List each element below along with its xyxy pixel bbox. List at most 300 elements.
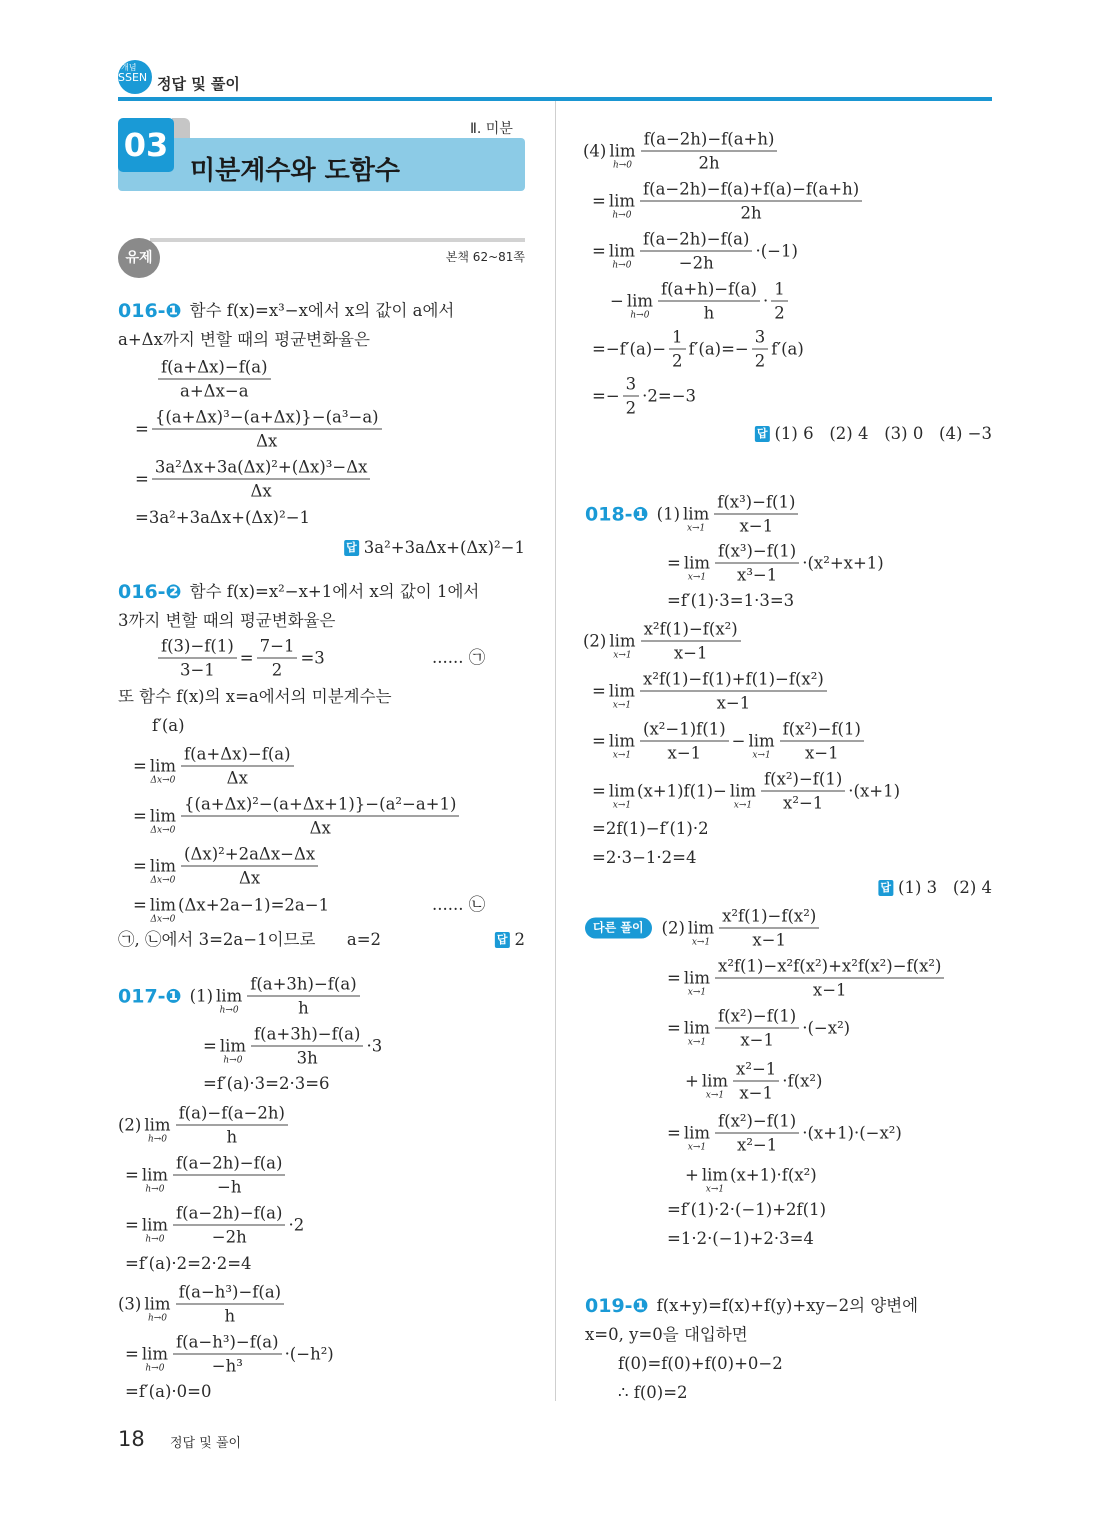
fraction-numerator: 3 (752, 326, 769, 350)
solution-line (583, 618, 744, 665)
fraction (181, 843, 318, 890)
fraction-denominator: a+Δx−a (179, 381, 249, 401)
fraction (158, 356, 271, 403)
problem-number: 016-❶ (118, 300, 182, 322)
fraction-denominator: Δx (309, 818, 331, 838)
math-text: = (125, 1215, 139, 1234)
math-text: 함수 f(x)=x³−x에서 x의 값이 a에서 (189, 301, 455, 320)
solution-line (125, 1202, 304, 1249)
fraction-denominator: h (298, 998, 309, 1018)
fraction-numerator: f(x²)−f(1) (780, 718, 864, 742)
limit-word: lim (144, 1294, 171, 1314)
solution-line (592, 178, 865, 225)
fraction (641, 618, 741, 665)
math-text: = (133, 756, 147, 775)
limit (220, 1027, 246, 1066)
section-rule (150, 238, 525, 242)
solution-line (118, 687, 392, 707)
fraction-numerator: f(a−2h)−f(a) (640, 228, 752, 252)
limit-subscript: x→1 (613, 650, 632, 661)
fraction (640, 228, 752, 275)
fraction-numerator: x²f(1)−f(x²) (641, 618, 741, 642)
limit (144, 1285, 170, 1324)
fraction (761, 768, 845, 815)
limit-word: lim (144, 1115, 171, 1135)
fraction-denominator: 2 (754, 351, 766, 371)
math-text: = (592, 681, 606, 700)
limit (683, 495, 709, 534)
solution-line (592, 668, 830, 715)
math-text: 함수 f(x)=x²−x+1에서 x의 값이 1에서 (189, 582, 480, 601)
limit-subscript: x→1 (612, 700, 632, 711)
math-text: a+Δx까지 변할 때의 평균변화율은 (118, 330, 370, 349)
fraction-denominator: x−1 (739, 516, 774, 536)
limit (609, 232, 635, 271)
solution-line (583, 128, 780, 175)
limit-subscript: h→0 (147, 1313, 168, 1324)
solution-line (618, 1383, 688, 1403)
limit-subscript: h→0 (612, 160, 633, 171)
limit-subscript: h→0 (145, 1184, 165, 1195)
math-text: = (135, 469, 149, 488)
solution-line (667, 1229, 814, 1249)
fraction (733, 1058, 779, 1105)
solution-line (135, 406, 385, 453)
solution-line (667, 540, 884, 587)
solution-line (133, 843, 321, 890)
fraction-numerator: f(x²)−f(1) (761, 768, 845, 792)
math-text: 또 함수 f(x)의 x=a에서의 미분계수는 (118, 687, 392, 706)
limit (609, 182, 635, 221)
limit (702, 1062, 728, 1101)
fraction (715, 540, 799, 587)
answer-badge: 답 (496, 933, 508, 946)
math-text: ...... ㉠ (432, 648, 486, 667)
solution-line (125, 1254, 252, 1274)
fraction (173, 1202, 285, 1249)
fraction-denominator: h (226, 1127, 238, 1147)
math-text: =3a²+3aΔx+(Δx)²−1 (135, 508, 311, 527)
solution-line (118, 1102, 291, 1149)
limit-subscript: x→1 (686, 523, 706, 534)
math-text: =3 (300, 648, 325, 667)
math-text: (1) (189, 986, 214, 1005)
section-badge: 유제 (118, 238, 160, 278)
limit-word: lim (216, 986, 243, 1006)
solution-line (118, 301, 454, 321)
math-text: ·f(x²) (782, 1071, 823, 1090)
alt-solution-badge: 다른 풀이 (585, 918, 652, 939)
answer-badge: 답 (346, 541, 357, 554)
math-text: ·(x+1) (848, 781, 901, 800)
logo-top-text: 개념 (121, 63, 137, 72)
fraction-denominator: x−1 (804, 743, 839, 763)
math-text: ·(−h²) (284, 1344, 334, 1363)
solution-line (585, 1296, 918, 1316)
solution-line (133, 886, 329, 925)
fraction (623, 373, 640, 420)
fraction-denominator: x−1 (739, 1083, 773, 1103)
fraction-numerator: f(a+Δx)−f(a) (181, 743, 294, 767)
fraction-denominator: 2 (625, 398, 637, 418)
fraction (152, 406, 382, 453)
limit (684, 959, 710, 998)
fraction-numerator: {(a+Δx)³−(a+Δx)}−(a³−a) (152, 406, 382, 430)
limit-subscript: x→1 (733, 800, 753, 811)
limit (730, 772, 756, 811)
fraction-numerator: f(a+Δx)−f(a) (158, 356, 271, 380)
fraction-denominator: x−1 (673, 643, 708, 663)
solution-line (592, 819, 709, 839)
fraction-denominator: x−1 (667, 743, 702, 763)
fraction-denominator: 2h (740, 203, 762, 223)
solution-line (118, 611, 336, 631)
math-text: f′(a)=− (688, 339, 749, 358)
math-text: = (667, 1123, 681, 1142)
solution-line (592, 768, 900, 815)
fraction-numerator: f(x³)−f(1) (714, 491, 798, 515)
limit-subscript: Δx→0 (150, 825, 176, 836)
math-text: = (592, 241, 606, 260)
fraction-numerator: x²−1 (733, 1058, 779, 1082)
limit-subscript: x→1 (687, 1037, 707, 1048)
problem-number: 016-❷ (118, 581, 182, 603)
limit-word: lim (608, 781, 636, 801)
fraction-denominator: x−1 (752, 930, 787, 950)
fraction-numerator: f(a−2h)−f(a) (173, 1152, 285, 1176)
chapter-part: Ⅱ. 미분 (470, 121, 513, 137)
fraction-numerator: x²f(1)−x²f(x²)+x²f(x²)−f(x²) (715, 955, 944, 979)
fraction-denominator: h (703, 303, 715, 323)
limit-word: lim (701, 1165, 729, 1185)
math-text: 3a²+3aΔx+(Δx)²−1 (363, 538, 525, 557)
fraction-denominator: 2 (672, 351, 683, 371)
math-text: ...... ㉡ (432, 895, 486, 914)
problem-number: 018-❶ (585, 503, 649, 525)
math-text: f(0)=f(0)+f(0)+0−2 (618, 1354, 783, 1373)
math-text: · (762, 291, 769, 310)
solution-line (118, 973, 363, 1020)
solution-line (585, 1325, 748, 1345)
fraction (173, 1331, 282, 1378)
solution-line (135, 456, 373, 503)
limit-subscript: h→0 (219, 1005, 239, 1016)
limit (142, 1156, 168, 1195)
fraction-denominator: 2h (698, 153, 720, 173)
limit-word: lim (729, 781, 757, 801)
fraction-denominator: −2h (678, 253, 714, 273)
column-divider (555, 101, 556, 1401)
footer-title: 정답 및 풀이 (170, 1436, 242, 1451)
math-text: ·3 (366, 1036, 383, 1055)
solution-line (667, 955, 947, 1002)
fraction (181, 743, 294, 790)
math-text: + (685, 1071, 699, 1090)
limit-word: lim (608, 241, 636, 261)
limit (150, 797, 176, 836)
limit-subscript: h→0 (147, 1134, 168, 1145)
limit-word: lim (219, 1036, 247, 1056)
math-text: ·(−1) (755, 241, 798, 260)
solution-line (118, 930, 381, 950)
limit (748, 722, 774, 761)
solution-line (135, 508, 310, 528)
limit-word: lim (141, 1215, 169, 1235)
limit-word: lim (609, 631, 636, 651)
limit (142, 1206, 168, 1245)
problem-number: 017-❶ (118, 985, 182, 1007)
math-text: = (592, 731, 606, 750)
limit-word: lim (683, 1123, 711, 1143)
solution-line (878, 878, 992, 898)
math-text: (4) (583, 141, 607, 160)
fraction-numerator: f(a−h³)−f(a) (173, 1331, 282, 1355)
limit-word: lim (149, 806, 177, 826)
math-text: =1·2·(−1)+2·3=4 (667, 1229, 814, 1248)
limit (609, 622, 635, 661)
fraction-numerator: f(x²)−f(1) (715, 1005, 799, 1029)
fraction-numerator: 3a²Δx+3a(Δx)²+(Δx)³−Δx (152, 456, 371, 480)
limit-subscript: h→0 (145, 1234, 165, 1245)
fraction (715, 1005, 799, 1052)
fraction-denominator: Δx (226, 768, 248, 788)
fraction-denominator: 3h (296, 1048, 318, 1068)
math-text: =f′(a)·0=0 (125, 1382, 212, 1401)
fraction-numerator: 3 (623, 373, 640, 397)
limit-word: lim (701, 1071, 729, 1091)
solution-line (585, 905, 822, 952)
limit (150, 886, 176, 925)
limit-subscript: x→1 (687, 987, 707, 998)
math-text: (1) 6 (2) 4 (3) 0 (4) −3 (774, 424, 992, 443)
limit-word: lim (149, 856, 177, 876)
solution-line (125, 1152, 288, 1199)
math-text: = (135, 419, 149, 438)
fraction-denominator: −2h (211, 1227, 247, 1247)
limit-word: lim (149, 756, 177, 776)
solution-line (432, 648, 485, 668)
fraction (715, 1110, 799, 1157)
solution-line (155, 356, 274, 403)
limit-subscript: h→0 (612, 260, 632, 271)
solution-line (592, 373, 696, 420)
solution-line (667, 591, 794, 611)
limit-word: lim (683, 504, 710, 524)
limit-word: lim (683, 553, 711, 573)
math-text: = (133, 806, 147, 825)
answer-badge: 답 (756, 427, 768, 440)
solution-line (755, 424, 992, 444)
math-text: = (203, 1036, 217, 1055)
fraction-numerator: 1 (669, 326, 686, 350)
fraction-denominator: 3−1 (179, 660, 215, 680)
ssen-logo (118, 60, 152, 94)
limit-subscript: x→1 (691, 937, 711, 948)
limit (142, 1335, 168, 1374)
fraction (669, 326, 686, 373)
solution-line (592, 326, 804, 373)
fraction (158, 635, 237, 682)
fraction-numerator: f(a+3h)−f(a) (251, 1023, 363, 1047)
logo-bottom-text: SSEN (118, 71, 148, 84)
fraction-numerator: f(a)−f(a−2h) (176, 1102, 288, 1126)
math-text: =f′(a)·3=2·3=6 (203, 1074, 330, 1093)
limit-subscript: x→1 (687, 1142, 707, 1153)
math-text: = (125, 1344, 139, 1363)
solution-line (133, 793, 462, 840)
math-text: = (133, 856, 147, 875)
math-text: (1) (656, 504, 681, 523)
fraction-numerator: (x²−1)f(1) (640, 718, 729, 742)
fraction (771, 278, 788, 325)
solution-line (118, 330, 370, 350)
fraction-denominator: h (224, 1306, 236, 1326)
math-text: (2) (661, 918, 685, 937)
math-text: ·(−x²) (802, 1018, 851, 1037)
solution-line (667, 1110, 902, 1157)
math-text: ·2=−3 (642, 386, 697, 405)
math-text: (2) (583, 631, 607, 650)
fraction-numerator: x²f(1)−f(1)+f(1)−f(x²) (640, 668, 827, 692)
fraction-denominator: 2 (271, 660, 283, 680)
math-text: = (239, 648, 254, 667)
limit-subscript: x→1 (612, 750, 632, 761)
fraction (152, 456, 371, 503)
math-text: ·(x²+x+1) (802, 553, 884, 572)
limit-subscript: x→1 (705, 1090, 725, 1101)
math-text: f(x+y)=f(x)+f(y)+xy−2의 양변에 (656, 1296, 919, 1315)
limit-word: lim (608, 731, 636, 751)
limit-subscript: h→0 (612, 210, 632, 221)
limit (688, 909, 714, 948)
fraction-denominator: x−1 (812, 980, 847, 1000)
solution-line (495, 930, 525, 950)
math-text: (x+1)f(1)− (637, 781, 727, 800)
fraction (780, 718, 864, 765)
fraction (658, 278, 760, 325)
math-text: f′(a) (771, 339, 804, 358)
fraction-denominator: Δx (238, 868, 261, 888)
solution-line (585, 491, 801, 538)
fraction-denominator: x³−1 (737, 565, 778, 585)
math-text: = (133, 895, 147, 914)
limit-subscript: h→0 (145, 1363, 165, 1374)
limit (150, 847, 176, 886)
fraction-numerator: f(a−2h)−f(a+h) (641, 128, 778, 152)
fraction (719, 905, 819, 952)
solution-line (125, 1331, 334, 1378)
math-text: = (125, 1165, 139, 1184)
fraction (714, 491, 798, 538)
solution-line (118, 582, 479, 602)
math-text: 2 (514, 930, 525, 949)
math-text: =f′(1)·3=1·3=3 (667, 591, 795, 610)
fraction-numerator: f(3)−f(1) (158, 635, 237, 659)
solution-line (592, 718, 867, 765)
solution-line (125, 1382, 211, 1402)
math-text: = (592, 191, 606, 210)
math-text: = (667, 968, 681, 987)
fraction (251, 1023, 363, 1070)
limit-subscript: h→0 (223, 1055, 243, 1066)
fraction-denominator: −h³ (211, 1356, 243, 1376)
limit-subscript: Δx→0 (150, 775, 176, 786)
solution-line (592, 228, 798, 275)
solution-line (610, 278, 791, 325)
fraction-denominator: Δx (256, 431, 278, 451)
fraction (641, 128, 778, 175)
fraction-numerator: (Δx)²+2aΔx−Δx (181, 843, 318, 867)
math-text: = (592, 781, 606, 800)
fraction (173, 1152, 285, 1199)
page-number: 18 (118, 1427, 145, 1451)
limit (609, 772, 635, 811)
solution-line (203, 1023, 382, 1070)
solution-line (203, 1074, 330, 1094)
problem-number: 019-❶ (585, 1295, 649, 1317)
limit-subscript: x→1 (705, 1184, 725, 1195)
chapter-title: 미분계수와 도함수 (190, 156, 400, 186)
fraction-numerator: f(a+h)−f(a) (658, 278, 760, 302)
math-text: (2) (118, 1115, 142, 1134)
math-text: 3까지 변할 때의 평균변화율은 (118, 611, 336, 630)
fraction-numerator: f(a+3h)−f(a) (247, 973, 359, 997)
fraction (640, 718, 729, 765)
math-text: f′(a) (152, 716, 185, 735)
header-title: 정답 및 풀이 (157, 75, 240, 93)
math-text: =− (592, 386, 620, 405)
fraction (257, 635, 298, 682)
limit-word: lim (748, 731, 775, 751)
limit (144, 1106, 170, 1145)
limit-word: lim (687, 918, 715, 938)
math-text: x=0, y=0을 대입하면 (585, 1325, 748, 1344)
limit-subscript: x→1 (752, 750, 771, 761)
limit (684, 1114, 710, 1153)
limit-word: lim (626, 291, 654, 311)
limit-subscript: x→1 (612, 800, 632, 811)
chapter-number: 03 (118, 118, 174, 172)
limit-word: lim (149, 895, 177, 915)
fraction-numerator: x²f(1)−f(x²) (719, 905, 819, 929)
math-text: ·2 (288, 1215, 305, 1234)
solution-line (118, 1281, 287, 1328)
fraction-numerator: f(x³)−f(1) (715, 540, 799, 564)
limit (609, 132, 635, 171)
fraction-denominator: x−1 (716, 693, 751, 713)
limit-subscript: Δx→0 (150, 914, 176, 925)
math-text: =f′(1)·2·(−1)+2f(1) (667, 1200, 827, 1219)
limit-subscript: x→1 (687, 572, 707, 583)
fraction (181, 793, 459, 840)
limit (150, 747, 176, 786)
fraction-denominator: x−1 (740, 1030, 774, 1050)
limit-word: lim (683, 1018, 711, 1038)
fraction-numerator: f(a−2h)−f(a) (173, 1202, 285, 1226)
math-text: + (685, 1165, 699, 1184)
limit-subscript: h→0 (630, 310, 650, 321)
solution-line (152, 716, 185, 736)
solution-line (344, 538, 525, 558)
limit (216, 977, 242, 1016)
fraction-denominator: −h (217, 1177, 242, 1197)
fraction-numerator: {(a+Δx)²−(a+Δx+1)}−(a²−a+1) (181, 793, 459, 817)
math-text: (3) (118, 1294, 142, 1313)
limit-word: lim (608, 191, 636, 211)
math-text: = (667, 553, 681, 572)
solution-line (667, 1005, 850, 1052)
math-text: − (731, 731, 746, 750)
